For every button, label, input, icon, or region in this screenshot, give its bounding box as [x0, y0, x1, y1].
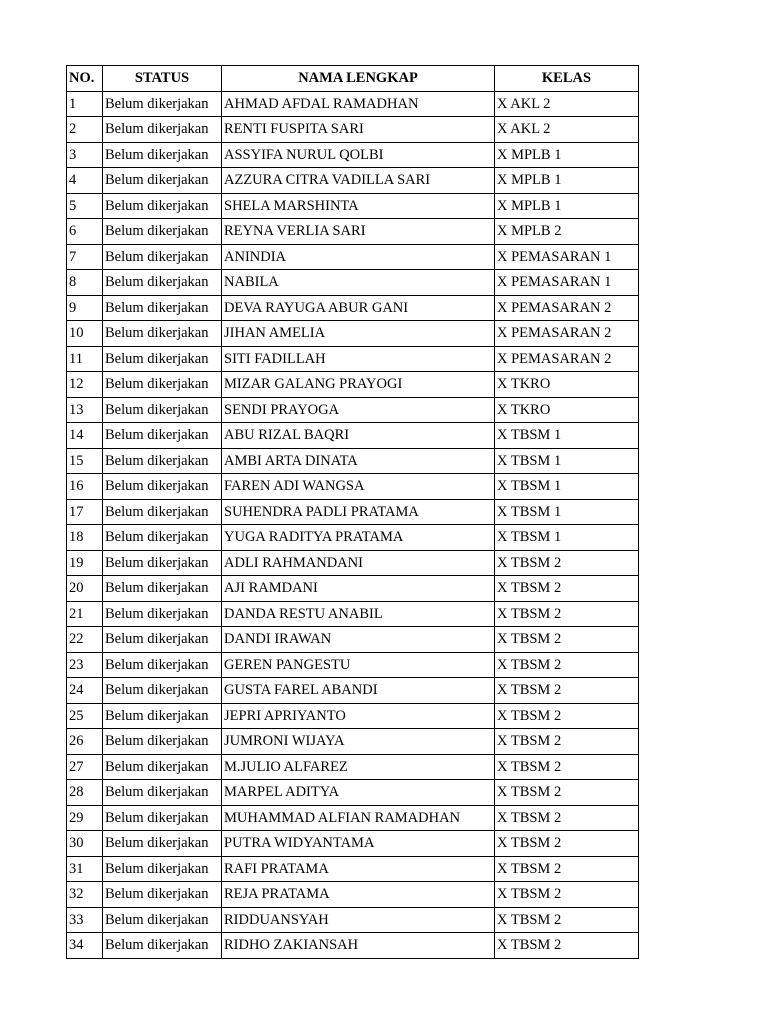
table-row [67, 270, 639, 296]
cell-status: Belum dikerjakan [103, 219, 222, 245]
cell-kelas: X TBSM 2 [495, 805, 639, 831]
cell-kelas: X TKRO [495, 372, 639, 398]
cell-kelas: X TBSM 2 [495, 856, 639, 882]
cell-nama: RENTI FUSPITA SARI [222, 117, 495, 143]
cell-no: 30 [67, 831, 103, 857]
cell-nama: YUGA RADITYA PRATAMA [222, 525, 495, 551]
cell-nama: RIDHO ZAKIANSAH [222, 933, 495, 959]
cell-nama: JEPRI APRIYANTO [222, 703, 495, 729]
cell-no: 22 [67, 627, 103, 653]
cell-no: 33 [67, 907, 103, 933]
table-row [67, 652, 639, 678]
cell-no: 4 [67, 168, 103, 194]
table-row [67, 678, 639, 704]
table-row [67, 933, 639, 959]
table-row [67, 474, 639, 500]
cell-kelas: X TBSM 2 [495, 627, 639, 653]
cell-status: Belum dikerjakan [103, 244, 222, 270]
cell-kelas: X TBSM 2 [495, 882, 639, 908]
cell-no: 27 [67, 754, 103, 780]
cell-status: Belum dikerjakan [103, 907, 222, 933]
cell-status: Belum dikerjakan [103, 780, 222, 806]
table-row [67, 499, 639, 525]
cell-kelas: X TBSM 2 [495, 652, 639, 678]
cell-nama: ASSYIFA NURUL QOLBI [222, 142, 495, 168]
cell-no: 15 [67, 448, 103, 474]
table-row [67, 907, 639, 933]
cell-status: Belum dikerjakan [103, 448, 222, 474]
cell-kelas: X TBSM 1 [495, 525, 639, 551]
table-row [67, 805, 639, 831]
cell-status: Belum dikerjakan [103, 295, 222, 321]
cell-no: 34 [67, 933, 103, 959]
cell-status: Belum dikerjakan [103, 168, 222, 194]
cell-no: 23 [67, 652, 103, 678]
cell-kelas: X TBSM 2 [495, 831, 639, 857]
cell-kelas: X TBSM 2 [495, 907, 639, 933]
cell-no: 17 [67, 499, 103, 525]
cell-status: Belum dikerjakan [103, 601, 222, 627]
cell-status: Belum dikerjakan [103, 193, 222, 219]
cell-kelas: X TBSM 2 [495, 754, 639, 780]
table-row [67, 295, 639, 321]
table-row [67, 91, 639, 117]
cell-nama: RAFI PRATAMA [222, 856, 495, 882]
cell-no: 13 [67, 397, 103, 423]
table-row [67, 576, 639, 602]
cell-kelas: X TBSM 2 [495, 601, 639, 627]
cell-nama: SUHENDRA PADLI PRATAMA [222, 499, 495, 525]
cell-no: 9 [67, 295, 103, 321]
cell-no: 19 [67, 550, 103, 576]
cell-nama: REYNA VERLIA SARI [222, 219, 495, 245]
header-no: NO. [67, 66, 103, 92]
cell-status: Belum dikerjakan [103, 142, 222, 168]
cell-no: 10 [67, 321, 103, 347]
cell-nama: PUTRA WIDYANTAMA [222, 831, 495, 857]
cell-kelas: X MPLB 1 [495, 193, 639, 219]
table-row [67, 117, 639, 143]
table-header [67, 66, 639, 92]
cell-kelas: X MPLB 2 [495, 219, 639, 245]
cell-nama: GEREN PANGESTU [222, 652, 495, 678]
cell-nama: SHELA MARSHINTA [222, 193, 495, 219]
cell-no: 24 [67, 678, 103, 704]
cell-no: 16 [67, 474, 103, 500]
cell-nama: SITI FADILLAH [222, 346, 495, 372]
table-row [67, 168, 639, 194]
cell-nama: ABU RIZAL BAQRI [222, 423, 495, 449]
cell-nama: DANDI IRAWAN [222, 627, 495, 653]
cell-kelas: X MPLB 1 [495, 168, 639, 194]
header-status: STATUS [103, 66, 222, 92]
cell-nama: ADLI RAHMANDANI [222, 550, 495, 576]
table-row [67, 244, 639, 270]
cell-nama: AHMAD AFDAL RAMADHAN [222, 91, 495, 117]
cell-kelas: X AKL 2 [495, 117, 639, 143]
cell-no: 8 [67, 270, 103, 296]
cell-kelas: X TBSM 1 [495, 423, 639, 449]
cell-status: Belum dikerjakan [103, 321, 222, 347]
table-row [67, 754, 639, 780]
cell-kelas: X TBSM 1 [495, 448, 639, 474]
cell-nama: MIZAR GALANG PRAYOGI [222, 372, 495, 398]
cell-kelas: X PEMASARAN 1 [495, 270, 639, 296]
table-row [67, 142, 639, 168]
cell-no: 18 [67, 525, 103, 551]
cell-status: Belum dikerjakan [103, 754, 222, 780]
cell-status: Belum dikerjakan [103, 831, 222, 857]
cell-kelas: X PEMASARAN 1 [495, 244, 639, 270]
table-row [67, 193, 639, 219]
cell-status: Belum dikerjakan [103, 703, 222, 729]
cell-nama: DEVA RAYUGA ABUR GANI [222, 295, 495, 321]
header-row [67, 66, 639, 92]
cell-no: 29 [67, 805, 103, 831]
table-body [67, 91, 639, 958]
cell-status: Belum dikerjakan [103, 576, 222, 602]
cell-status: Belum dikerjakan [103, 117, 222, 143]
cell-no: 1 [67, 91, 103, 117]
cell-status: Belum dikerjakan [103, 474, 222, 500]
cell-status: Belum dikerjakan [103, 270, 222, 296]
header-nama: NAMA LENGKAP [222, 66, 495, 92]
cell-status: Belum dikerjakan [103, 882, 222, 908]
table-row [67, 372, 639, 398]
cell-no: 25 [67, 703, 103, 729]
cell-no: 2 [67, 117, 103, 143]
cell-nama: M.JULIO ALFAREZ [222, 754, 495, 780]
table-row [67, 601, 639, 627]
cell-nama: NABILA [222, 270, 495, 296]
cell-kelas: X PEMASARAN 2 [495, 321, 639, 347]
cell-nama: JUMRONI WIJAYA [222, 729, 495, 755]
cell-no: 28 [67, 780, 103, 806]
header-kelas: KELAS [495, 66, 639, 92]
cell-status: Belum dikerjakan [103, 550, 222, 576]
table-row [67, 448, 639, 474]
cell-no: 20 [67, 576, 103, 602]
cell-no: 21 [67, 601, 103, 627]
table-row [67, 321, 639, 347]
cell-status: Belum dikerjakan [103, 933, 222, 959]
cell-status: Belum dikerjakan [103, 346, 222, 372]
cell-kelas: X TBSM 2 [495, 550, 639, 576]
cell-status: Belum dikerjakan [103, 729, 222, 755]
cell-nama: ANINDIA [222, 244, 495, 270]
table-row [67, 831, 639, 857]
cell-status: Belum dikerjakan [103, 652, 222, 678]
table-row [67, 856, 639, 882]
cell-kelas: X AKL 2 [495, 91, 639, 117]
cell-no: 3 [67, 142, 103, 168]
cell-status: Belum dikerjakan [103, 372, 222, 398]
cell-nama: FAREN ADI WANGSA [222, 474, 495, 500]
cell-kelas: X TKRO [495, 397, 639, 423]
cell-nama: AJI RAMDANI [222, 576, 495, 602]
cell-status: Belum dikerjakan [103, 805, 222, 831]
cell-status: Belum dikerjakan [103, 856, 222, 882]
cell-status: Belum dikerjakan [103, 91, 222, 117]
cell-no: 32 [67, 882, 103, 908]
cell-kelas: X TBSM 2 [495, 780, 639, 806]
cell-no: 14 [67, 423, 103, 449]
cell-nama: MUHAMMAD ALFIAN RAMADHAN [222, 805, 495, 831]
cell-nama: DANDA RESTU ANABIL [222, 601, 495, 627]
cell-kelas: X TBSM 1 [495, 499, 639, 525]
cell-nama: JIHAN AMELIA [222, 321, 495, 347]
cell-status: Belum dikerjakan [103, 397, 222, 423]
cell-nama: AMBI ARTA DINATA [222, 448, 495, 474]
cell-kelas: X TBSM 2 [495, 933, 639, 959]
cell-kelas: X PEMASARAN 2 [495, 346, 639, 372]
cell-kelas: X TBSM 2 [495, 703, 639, 729]
table-row [67, 525, 639, 551]
cell-kelas: X TBSM 1 [495, 474, 639, 500]
cell-status: Belum dikerjakan [103, 678, 222, 704]
table-row [67, 550, 639, 576]
table-row [67, 780, 639, 806]
table-row [67, 627, 639, 653]
cell-no: 5 [67, 193, 103, 219]
cell-kelas: X TBSM 2 [495, 729, 639, 755]
cell-nama: AZZURA CITRA VADILLA SARI [222, 168, 495, 194]
table-row [67, 729, 639, 755]
cell-kelas: X TBSM 2 [495, 576, 639, 602]
cell-no: 26 [67, 729, 103, 755]
student-status-table [66, 65, 639, 959]
cell-kelas: X MPLB 1 [495, 142, 639, 168]
cell-no: 31 [67, 856, 103, 882]
cell-status: Belum dikerjakan [103, 499, 222, 525]
cell-nama: GUSTA FAREL ABANDI [222, 678, 495, 704]
cell-kelas: X PEMASARAN 2 [495, 295, 639, 321]
cell-nama: RIDDUANSYAH [222, 907, 495, 933]
cell-nama: SENDI PRAYOGA [222, 397, 495, 423]
cell-nama: REJA PRATAMA [222, 882, 495, 908]
table-row [67, 397, 639, 423]
cell-no: 11 [67, 346, 103, 372]
table-row [67, 882, 639, 908]
cell-kelas: X TBSM 2 [495, 678, 639, 704]
cell-no: 6 [67, 219, 103, 245]
cell-no: 12 [67, 372, 103, 398]
cell-status: Belum dikerjakan [103, 525, 222, 551]
cell-nama: MARPEL ADITYA [222, 780, 495, 806]
cell-no: 7 [67, 244, 103, 270]
table-row [67, 703, 639, 729]
table-row [67, 346, 639, 372]
table-row [67, 423, 639, 449]
cell-status: Belum dikerjakan [103, 627, 222, 653]
table-row [67, 219, 639, 245]
cell-status: Belum dikerjakan [103, 423, 222, 449]
